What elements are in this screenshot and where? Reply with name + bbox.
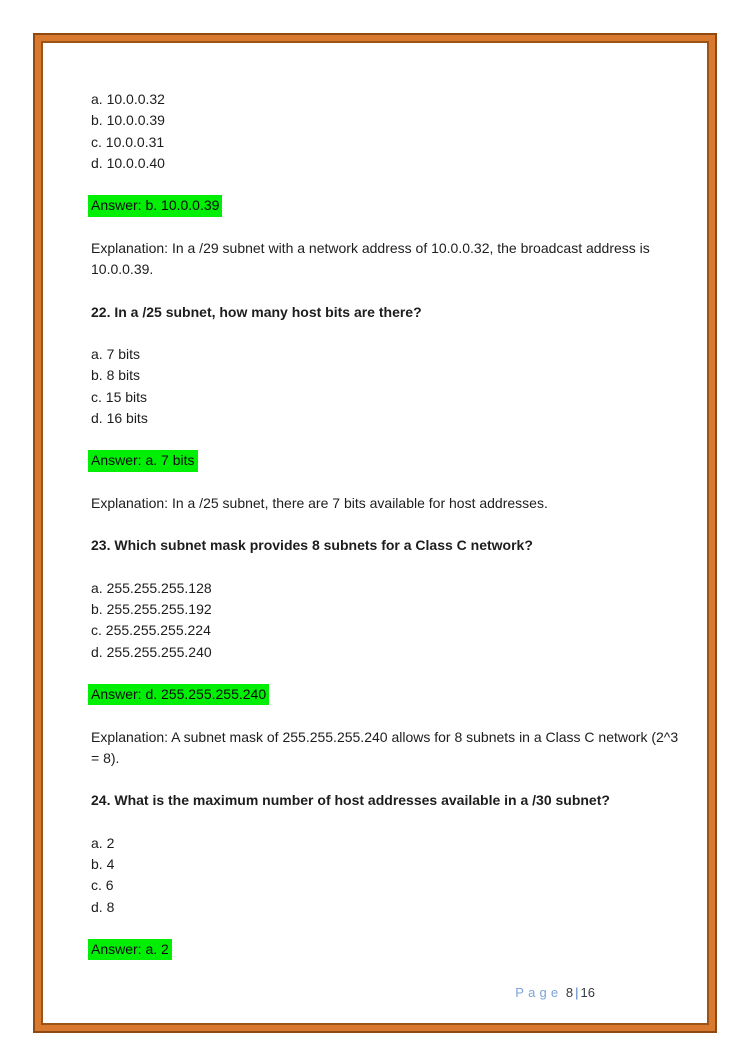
question-22-heading: 22. In a /25 subnet, how many host bits are there?	[91, 303, 422, 320]
option-line: d. 8	[91, 898, 115, 915]
question-21-options	[91, 89, 683, 174]
option-line: b. 8 bits	[91, 367, 141, 384]
option-line: a. 2	[91, 834, 115, 851]
question-23-answer	[91, 684, 683, 705]
option-line: c. 15 bits	[91, 388, 148, 405]
document-body	[91, 89, 683, 960]
question-23-heading: 23. Which subnet mask provides 8 subnets for a Class C network?	[91, 537, 533, 554]
option-line: d. 10.0.0.40	[91, 154, 165, 171]
question-23-explanation: Explanation: A subnet mask of 255.255.255.240 allows for 8 subnets in a Class C network (2^3 = 8).	[91, 728, 679, 766]
page-footer-total: 16	[580, 985, 595, 1000]
question-21-explanation: Explanation: In a /29 subnet with a network address of 10.0.0.32, the broadcast address is 10.0.0.39.	[91, 239, 650, 277]
answer-highlight: Answer: b. 10.0.0.39	[88, 195, 222, 216]
question-22-options	[91, 344, 683, 429]
page-footer-separator: |	[575, 985, 579, 1000]
answer-highlight: Answer: a. 7 bits	[88, 450, 198, 471]
answer-highlight: Answer: a. 2	[88, 939, 172, 960]
option-line: d. 255.255.255.240	[91, 643, 212, 660]
page-footer-label: Page	[515, 985, 563, 1000]
option-line: a. 7 bits	[91, 346, 141, 362]
option-line: b. 255.255.255.192	[91, 601, 212, 617]
question-24-answer	[91, 939, 683, 960]
question-22-answer	[91, 450, 683, 471]
question-21-answer	[91, 195, 683, 216]
option-line: c. 255.255.255.224	[91, 622, 211, 639]
page-footer	[515, 985, 595, 1001]
question-24-options	[91, 833, 683, 918]
page-footer-current: 8	[565, 985, 574, 1000]
option-line: c. 10.0.0.31	[91, 133, 165, 150]
question-23-options	[91, 578, 683, 663]
option-line: d. 16 bits	[91, 409, 148, 426]
option-line: c. 6	[91, 877, 114, 894]
option-line: a. 10.0.0.32	[91, 91, 165, 107]
option-line: b. 10.0.0.39	[91, 112, 165, 129]
option-line: a. 255.255.255.128	[91, 579, 212, 596]
option-line: b. 4	[91, 856, 115, 872]
question-22-explanation: Explanation: In a /25 subnet, there are 7 bits available for host addresses.	[91, 494, 548, 511]
answer-highlight: Answer: d. 255.255.255.240	[88, 684, 269, 705]
question-24-heading: 24. What is the maximum number of host addresses available in a /30 subnet?	[91, 792, 610, 809]
